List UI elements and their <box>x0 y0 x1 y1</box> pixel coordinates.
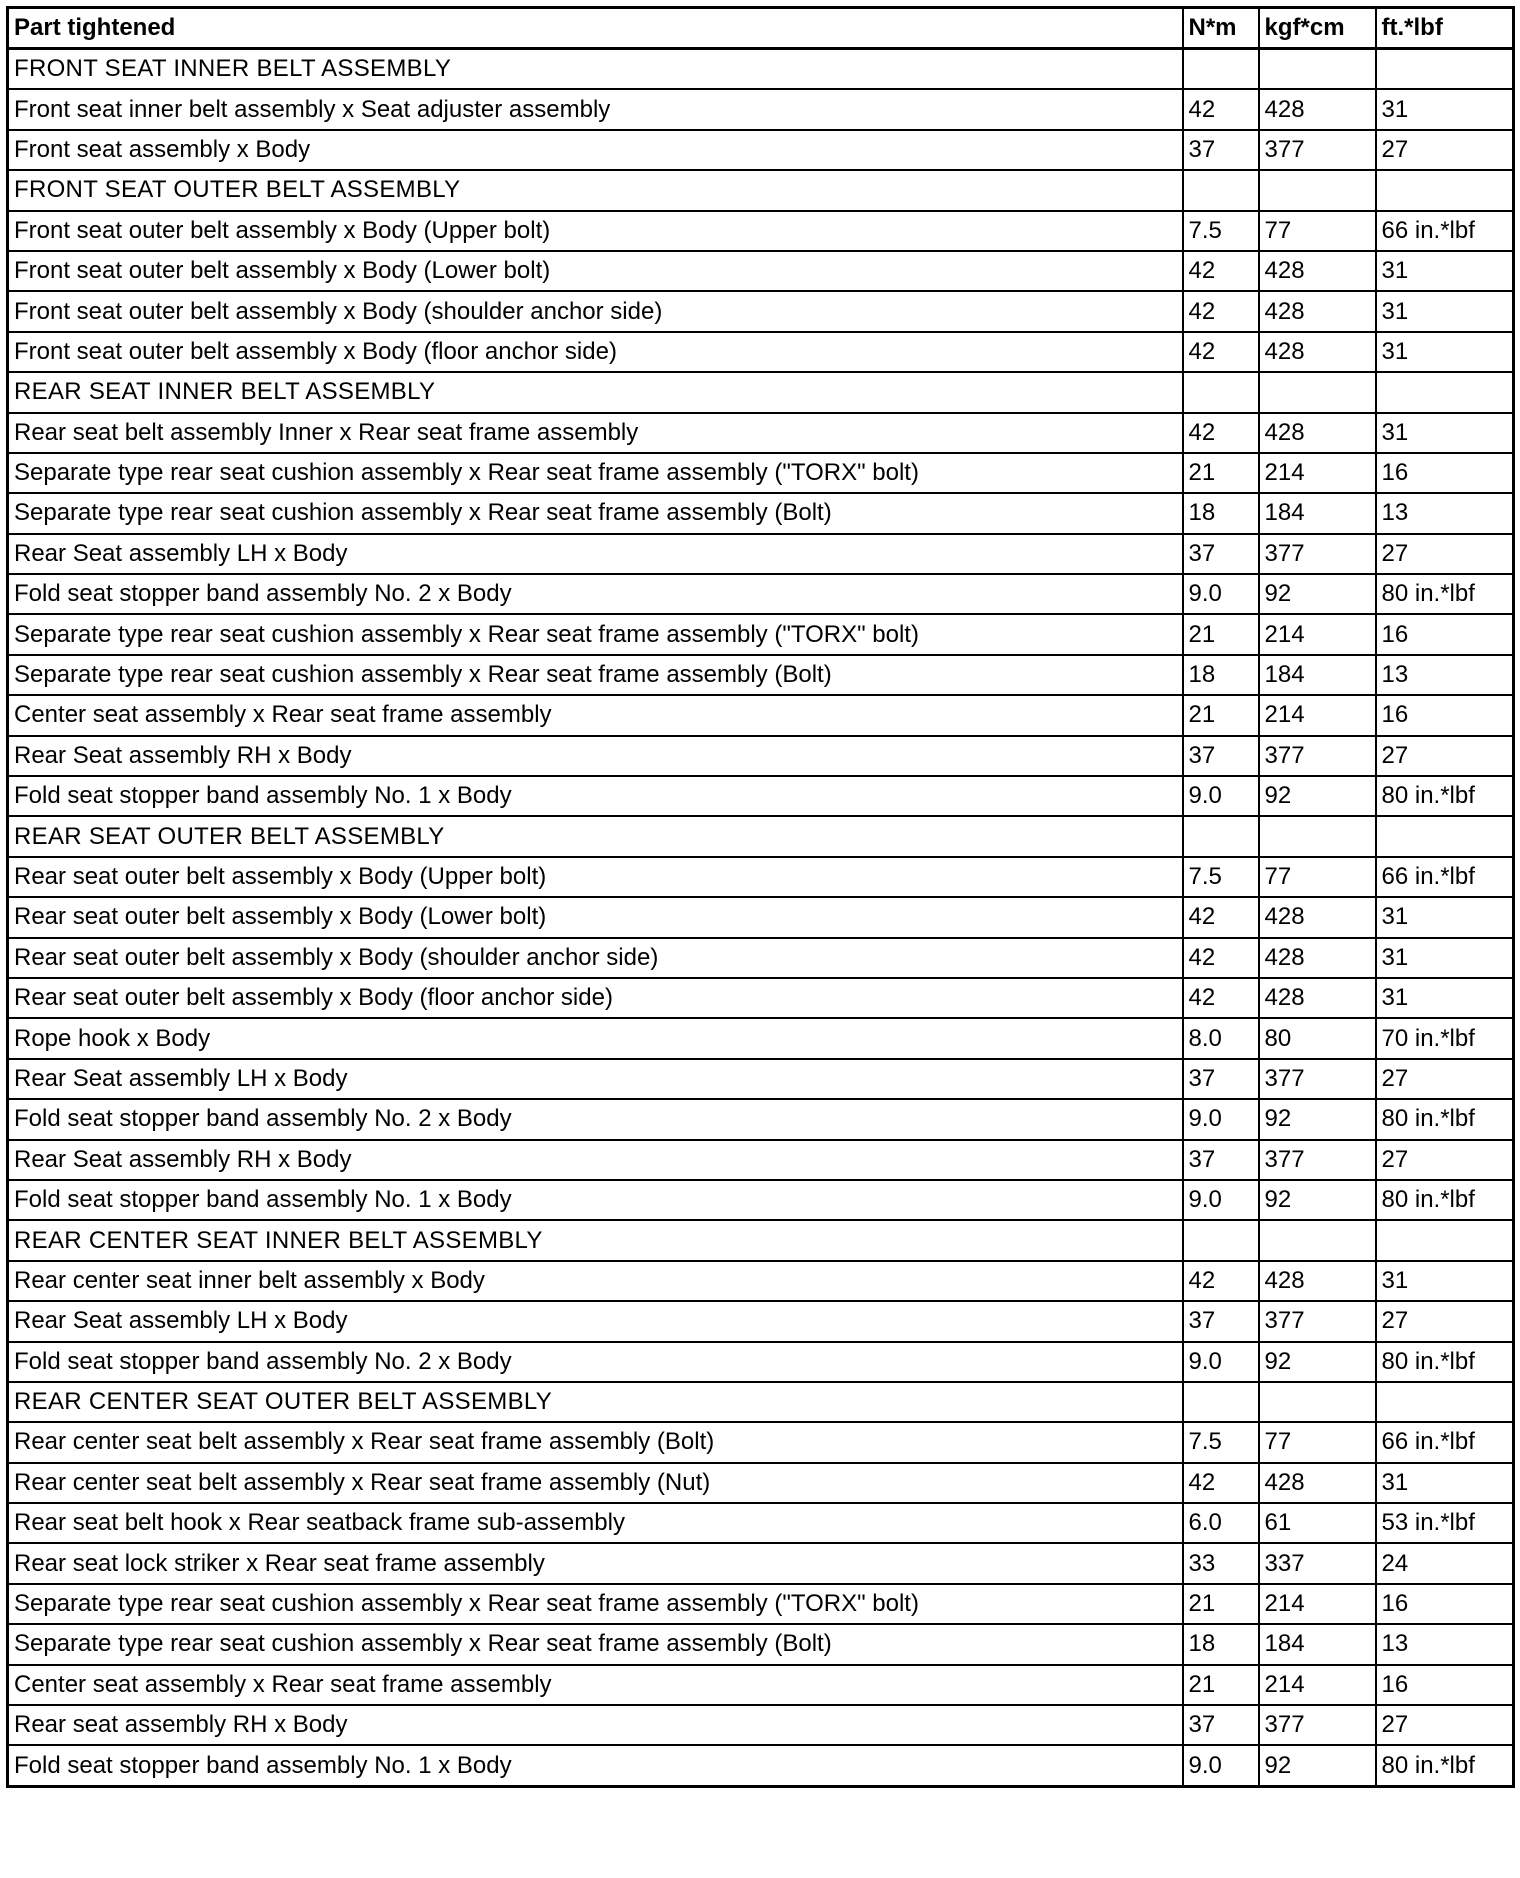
ft-lbf-cell: 16 <box>1376 1584 1514 1624</box>
nm-cell <box>1183 49 1259 90</box>
kgf-cm-cell: 428 <box>1259 1463 1376 1503</box>
kgf-cm-cell: 92 <box>1259 1342 1376 1382</box>
ft-lbf-cell: 80 in.*lbf <box>1376 1745 1514 1786</box>
part-cell: Rear center seat belt assembly x Rear seat frame assembly (Bolt) <box>8 1422 1183 1462</box>
ft-lbf-cell: 31 <box>1376 332 1514 372</box>
kgf-cm-cell: 377 <box>1259 534 1376 574</box>
kgf-cm-cell: 214 <box>1259 695 1376 735</box>
kgf-cm-cell <box>1259 816 1376 856</box>
nm-cell: 42 <box>1183 1261 1259 1301</box>
nm-cell: 42 <box>1183 89 1259 129</box>
table-row <box>8 332 1514 372</box>
kgf-cm-cell: 377 <box>1259 736 1376 776</box>
part-cell: Front seat outer belt assembly x Body (floor anchor side) <box>8 332 1183 372</box>
nm-cell: 9.0 <box>1183 574 1259 614</box>
kgf-cm-cell: 77 <box>1259 857 1376 897</box>
section-header-row <box>8 816 1514 856</box>
nm-cell: 9.0 <box>1183 1099 1259 1139</box>
kgf-cm-cell: 184 <box>1259 493 1376 533</box>
kgf-cm-cell <box>1259 1382 1376 1422</box>
ft-lbf-cell <box>1376 816 1514 856</box>
part-cell: Separate type rear seat cushion assembly x Rear seat frame assembly (Bolt) <box>8 655 1183 695</box>
ft-lbf-cell: 27 <box>1376 534 1514 574</box>
nm-cell: 7.5 <box>1183 211 1259 251</box>
table-body <box>8 49 1514 1787</box>
section-header-row <box>8 49 1514 90</box>
part-cell: Front seat assembly x Body <box>8 130 1183 170</box>
nm-cell: 37 <box>1183 1705 1259 1745</box>
table-row <box>8 1665 1514 1705</box>
part-cell: Rear Seat assembly LH x Body <box>8 534 1183 574</box>
kgf-cm-cell: 428 <box>1259 89 1376 129</box>
table-row <box>8 1422 1514 1462</box>
ft-lbf-cell: 70 in.*lbf <box>1376 1018 1514 1058</box>
part-cell: Rear seat outer belt assembly x Body (shoulder anchor side) <box>8 938 1183 978</box>
kgf-cm-cell: 428 <box>1259 413 1376 453</box>
ft-lbf-cell: 13 <box>1376 493 1514 533</box>
table-row <box>8 534 1514 574</box>
nm-cell: 42 <box>1183 938 1259 978</box>
part-cell: Rear Seat assembly LH x Body <box>8 1059 1183 1099</box>
table-row <box>8 1140 1514 1180</box>
nm-cell: 37 <box>1183 736 1259 776</box>
nm-cell: 8.0 <box>1183 1018 1259 1058</box>
nm-cell: 37 <box>1183 1059 1259 1099</box>
part-cell: Rear seat outer belt assembly x Body (Lower bolt) <box>8 897 1183 937</box>
ft-lbf-cell: 16 <box>1376 695 1514 735</box>
table-row <box>8 776 1514 816</box>
nm-cell <box>1183 816 1259 856</box>
kgf-cm-cell: 428 <box>1259 332 1376 372</box>
table-row <box>8 614 1514 654</box>
table-row <box>8 1342 1514 1382</box>
nm-cell: 42 <box>1183 332 1259 372</box>
table-row <box>8 857 1514 897</box>
part-cell: REAR SEAT OUTER BELT ASSEMBLY <box>8 816 1183 856</box>
nm-cell: 21 <box>1183 695 1259 735</box>
kgf-cm-cell: 428 <box>1259 291 1376 331</box>
table-row <box>8 736 1514 776</box>
nm-cell: 42 <box>1183 291 1259 331</box>
kgf-cm-cell: 377 <box>1259 1705 1376 1745</box>
kgf-cm-cell: 428 <box>1259 1261 1376 1301</box>
ft-lbf-cell: 53 in.*lbf <box>1376 1503 1514 1543</box>
nm-cell: 21 <box>1183 1665 1259 1705</box>
kgf-cm-cell: 92 <box>1259 1180 1376 1220</box>
nm-cell: 33 <box>1183 1543 1259 1583</box>
ft-lbf-cell: 31 <box>1376 897 1514 937</box>
nm-cell: 37 <box>1183 1140 1259 1180</box>
nm-cell <box>1183 1220 1259 1260</box>
table-row <box>8 1705 1514 1745</box>
kgf-cm-cell <box>1259 170 1376 210</box>
nm-cell: 42 <box>1183 978 1259 1018</box>
part-cell: Rear seat belt hook x Rear seatback frame sub-assembly <box>8 1503 1183 1543</box>
table-row <box>8 574 1514 614</box>
ft-lbf-cell: 13 <box>1376 1624 1514 1664</box>
ft-lbf-cell: 80 in.*lbf <box>1376 1180 1514 1220</box>
nm-cell: 9.0 <box>1183 1745 1259 1786</box>
nm-cell: 21 <box>1183 453 1259 493</box>
ft-lbf-cell: 24 <box>1376 1543 1514 1583</box>
part-cell: Separate type rear seat cushion assembly x Rear seat frame assembly (Bolt) <box>8 493 1183 533</box>
table-row <box>8 89 1514 129</box>
ft-lbf-cell: 66 in.*lbf <box>1376 857 1514 897</box>
kgf-cm-cell: 184 <box>1259 655 1376 695</box>
ft-lbf-cell: 16 <box>1376 614 1514 654</box>
kgf-cm-cell: 77 <box>1259 1422 1376 1462</box>
ft-lbf-cell <box>1376 49 1514 90</box>
ft-lbf-cell <box>1376 1382 1514 1422</box>
nm-cell: 7.5 <box>1183 1422 1259 1462</box>
nm-cell <box>1183 1382 1259 1422</box>
table-row <box>8 251 1514 291</box>
nm-cell: 21 <box>1183 614 1259 654</box>
part-cell: Rear seat lock striker x Rear seat frame assembly <box>8 1543 1183 1583</box>
nm-cell: 9.0 <box>1183 1180 1259 1220</box>
header-kgf-cm: kgf*cm <box>1259 8 1376 49</box>
part-cell: Rope hook x Body <box>8 1018 1183 1058</box>
part-cell: Center seat assembly x Rear seat frame assembly <box>8 695 1183 735</box>
table-row <box>8 1543 1514 1583</box>
kgf-cm-cell: 337 <box>1259 1543 1376 1583</box>
ft-lbf-cell <box>1376 170 1514 210</box>
part-cell: Rear center seat inner belt assembly x Body <box>8 1261 1183 1301</box>
table-row <box>8 1261 1514 1301</box>
part-cell: Front seat outer belt assembly x Body (shoulder anchor side) <box>8 291 1183 331</box>
part-cell: Fold seat stopper band assembly No. 1 x Body <box>8 776 1183 816</box>
kgf-cm-cell <box>1259 49 1376 90</box>
kgf-cm-cell: 92 <box>1259 1745 1376 1786</box>
kgf-cm-cell: 92 <box>1259 574 1376 614</box>
ft-lbf-cell: 31 <box>1376 1463 1514 1503</box>
ft-lbf-cell: 80 in.*lbf <box>1376 776 1514 816</box>
nm-cell: 9.0 <box>1183 776 1259 816</box>
ft-lbf-cell <box>1376 1220 1514 1260</box>
table-row <box>8 1099 1514 1139</box>
table-row <box>8 897 1514 937</box>
ft-lbf-cell: 27 <box>1376 1705 1514 1745</box>
part-cell: Fold seat stopper band assembly No. 2 x Body <box>8 574 1183 614</box>
part-cell: Fold seat stopper band assembly No. 2 x Body <box>8 1099 1183 1139</box>
ft-lbf-cell: 66 in.*lbf <box>1376 1422 1514 1462</box>
ft-lbf-cell: 80 in.*lbf <box>1376 1099 1514 1139</box>
ft-lbf-cell: 27 <box>1376 1301 1514 1341</box>
part-cell: Rear seat outer belt assembly x Body (floor anchor side) <box>8 978 1183 1018</box>
table-row <box>8 1018 1514 1058</box>
header-ft-lbf: ft.*lbf <box>1376 8 1514 49</box>
part-cell: Fold seat stopper band assembly No. 1 x Body <box>8 1745 1183 1786</box>
ft-lbf-cell: 31 <box>1376 89 1514 129</box>
table-row <box>8 1180 1514 1220</box>
kgf-cm-cell: 428 <box>1259 251 1376 291</box>
table-row <box>8 291 1514 331</box>
kgf-cm-cell: 428 <box>1259 938 1376 978</box>
ft-lbf-cell: 80 in.*lbf <box>1376 1342 1514 1382</box>
nm-cell: 18 <box>1183 493 1259 533</box>
nm-cell: 37 <box>1183 534 1259 574</box>
nm-cell: 37 <box>1183 130 1259 170</box>
header-part-tightened: Part tightened <box>8 8 1183 49</box>
kgf-cm-cell: 214 <box>1259 453 1376 493</box>
ft-lbf-cell: 31 <box>1376 291 1514 331</box>
nm-cell: 6.0 <box>1183 1503 1259 1543</box>
table-row <box>8 1624 1514 1664</box>
part-cell: Rear Seat assembly RH x Body <box>8 736 1183 776</box>
torque-spec-table <box>6 6 1515 1788</box>
table-row <box>8 1301 1514 1341</box>
kgf-cm-cell: 377 <box>1259 130 1376 170</box>
part-cell: Rear seat assembly RH x Body <box>8 1705 1183 1745</box>
ft-lbf-cell: 31 <box>1376 1261 1514 1301</box>
part-cell: Fold seat stopper band assembly No. 2 x Body <box>8 1342 1183 1382</box>
ft-lbf-cell: 31 <box>1376 938 1514 978</box>
part-cell: Rear center seat belt assembly x Rear seat frame assembly (Nut) <box>8 1463 1183 1503</box>
kgf-cm-cell: 80 <box>1259 1018 1376 1058</box>
nm-cell: 42 <box>1183 1463 1259 1503</box>
table-row <box>8 695 1514 735</box>
part-cell: Front seat outer belt assembly x Body (Upper bolt) <box>8 211 1183 251</box>
kgf-cm-cell: 184 <box>1259 1624 1376 1664</box>
ft-lbf-cell: 13 <box>1376 655 1514 695</box>
header-row <box>8 8 1514 49</box>
table-row <box>8 493 1514 533</box>
nm-cell: 37 <box>1183 1301 1259 1341</box>
table-row <box>8 1503 1514 1543</box>
part-cell: Front seat outer belt assembly x Body (Lower bolt) <box>8 251 1183 291</box>
table-row <box>8 1059 1514 1099</box>
part-cell: Separate type rear seat cushion assembly x Rear seat frame assembly (Bolt) <box>8 1624 1183 1664</box>
table-row <box>8 130 1514 170</box>
kgf-cm-cell: 92 <box>1259 1099 1376 1139</box>
nm-cell: 42 <box>1183 251 1259 291</box>
kgf-cm-cell <box>1259 372 1376 412</box>
ft-lbf-cell: 31 <box>1376 978 1514 1018</box>
nm-cell: 42 <box>1183 413 1259 453</box>
table-row <box>8 938 1514 978</box>
ft-lbf-cell: 27 <box>1376 736 1514 776</box>
nm-cell: 18 <box>1183 1624 1259 1664</box>
ft-lbf-cell: 16 <box>1376 453 1514 493</box>
nm-cell <box>1183 372 1259 412</box>
table-row <box>8 1745 1514 1786</box>
part-cell: Fold seat stopper band assembly No. 1 x Body <box>8 1180 1183 1220</box>
part-cell: REAR SEAT INNER BELT ASSEMBLY <box>8 372 1183 412</box>
part-cell: REAR CENTER SEAT INNER BELT ASSEMBLY <box>8 1220 1183 1260</box>
kgf-cm-cell: 92 <box>1259 776 1376 816</box>
ft-lbf-cell: 16 <box>1376 1665 1514 1705</box>
table-row <box>8 655 1514 695</box>
part-cell: Rear Seat assembly LH x Body <box>8 1301 1183 1341</box>
nm-cell: 9.0 <box>1183 1342 1259 1382</box>
part-cell: Rear seat belt assembly Inner x Rear seat frame assembly <box>8 413 1183 453</box>
kgf-cm-cell: 61 <box>1259 1503 1376 1543</box>
table-row <box>8 1463 1514 1503</box>
kgf-cm-cell: 77 <box>1259 211 1376 251</box>
section-header-row <box>8 1220 1514 1260</box>
nm-cell: 21 <box>1183 1584 1259 1624</box>
nm-cell <box>1183 170 1259 210</box>
part-cell: Separate type rear seat cushion assembly x Rear seat frame assembly ("TORX" bolt) <box>8 1584 1183 1624</box>
kgf-cm-cell <box>1259 1220 1376 1260</box>
part-cell: Front seat inner belt assembly x Seat adjuster assembly <box>8 89 1183 129</box>
table-row <box>8 453 1514 493</box>
kgf-cm-cell: 214 <box>1259 1665 1376 1705</box>
kgf-cm-cell: 377 <box>1259 1059 1376 1099</box>
kgf-cm-cell: 428 <box>1259 978 1376 1018</box>
table-row <box>8 413 1514 453</box>
ft-lbf-cell: 27 <box>1376 1059 1514 1099</box>
ft-lbf-cell: 31 <box>1376 413 1514 453</box>
table-row <box>8 978 1514 1018</box>
kgf-cm-cell: 214 <box>1259 614 1376 654</box>
ft-lbf-cell: 27 <box>1376 130 1514 170</box>
part-cell: Separate type rear seat cushion assembly x Rear seat frame assembly ("TORX" bolt) <box>8 614 1183 654</box>
kgf-cm-cell: 377 <box>1259 1140 1376 1180</box>
ft-lbf-cell: 31 <box>1376 251 1514 291</box>
part-cell: Center seat assembly x Rear seat frame assembly <box>8 1665 1183 1705</box>
part-cell: FRONT SEAT OUTER BELT ASSEMBLY <box>8 170 1183 210</box>
part-cell: Rear seat outer belt assembly x Body (Upper bolt) <box>8 857 1183 897</box>
ft-lbf-cell: 80 in.*lbf <box>1376 574 1514 614</box>
section-header-row <box>8 170 1514 210</box>
header-nm: N*m <box>1183 8 1259 49</box>
kgf-cm-cell: 428 <box>1259 897 1376 937</box>
section-header-row <box>8 1382 1514 1422</box>
part-cell: REAR CENTER SEAT OUTER BELT ASSEMBLY <box>8 1382 1183 1422</box>
section-header-row <box>8 372 1514 412</box>
kgf-cm-cell: 377 <box>1259 1301 1376 1341</box>
table-row <box>8 1584 1514 1624</box>
nm-cell: 18 <box>1183 655 1259 695</box>
kgf-cm-cell: 214 <box>1259 1584 1376 1624</box>
part-cell: Separate type rear seat cushion assembly x Rear seat frame assembly ("TORX" bolt) <box>8 453 1183 493</box>
table-row <box>8 211 1514 251</box>
ft-lbf-cell <box>1376 372 1514 412</box>
nm-cell: 7.5 <box>1183 857 1259 897</box>
part-cell: FRONT SEAT INNER BELT ASSEMBLY <box>8 49 1183 90</box>
ft-lbf-cell: 66 in.*lbf <box>1376 211 1514 251</box>
nm-cell: 42 <box>1183 897 1259 937</box>
part-cell: Rear Seat assembly RH x Body <box>8 1140 1183 1180</box>
ft-lbf-cell: 27 <box>1376 1140 1514 1180</box>
